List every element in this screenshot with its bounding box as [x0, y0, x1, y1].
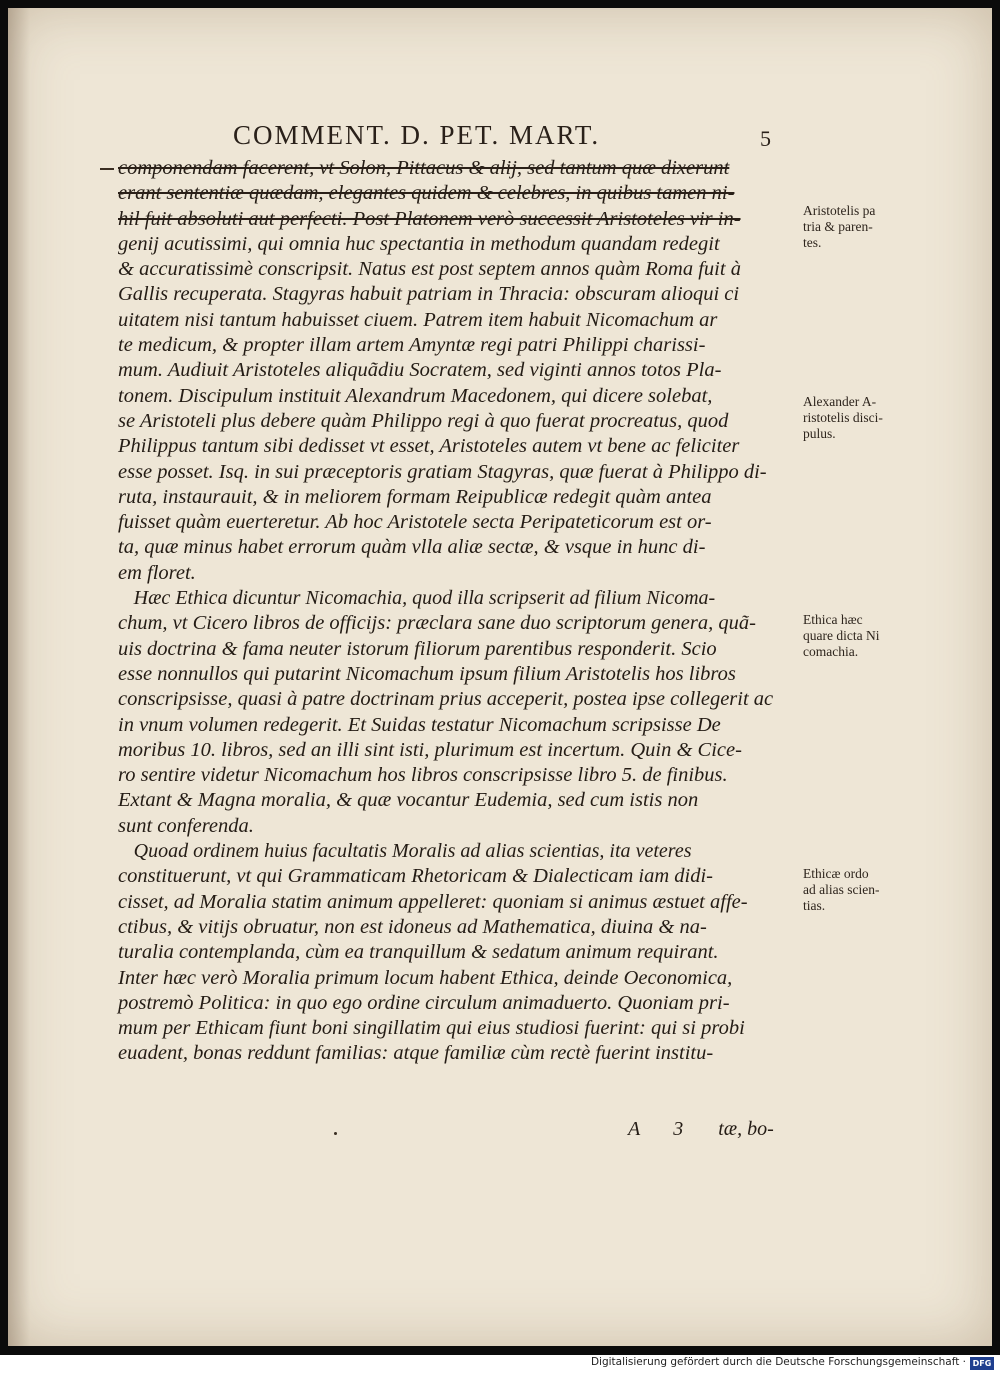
signature-line — [628, 1118, 774, 1141]
text-line: ta, quæ minus habet errorum quàm vlla aliæ sectæ, & vsque in hunc di- — [118, 536, 706, 559]
margin-note-ethica-nicomachia: Ethica hæc quare dicta Ni comachia. — [803, 612, 880, 659]
text-line: Extant & Magna moralia, & quæ vocantur Eudemia, sed cum istis non — [118, 789, 699, 812]
funding-credit: Digitalisierung gefördert durch die Deutsche Forschungsgemeinschaft · — [590, 1356, 966, 1368]
margin-note-ethicae-ordo: Ethicæ ordo ad alias scien- tias. — [803, 866, 880, 913]
text-line: Quoad ordinem huius facultatis Moralis ad alias scientias, ita veteres — [133, 840, 692, 863]
text-line: cisset, ad Moralia statim animum appelleret: quoniam si animus æstuet affe- — [118, 890, 748, 913]
dfg-logo: DFG — [970, 1357, 994, 1370]
text-line: tonem. Discipulum instituit Alexandrum Macedonem, qui dicere solebat, — [118, 384, 713, 407]
text-line: ruta, instaurauit, & in meliorem formam Reipublicæ redegit quàm antea — [118, 485, 712, 508]
text-line: ctibus, & vitijs obruatur, non est idoneus ad Mathematica, diuina & na- — [118, 915, 707, 938]
text-line: mum per Ethicam fiunt boni singillatim qui eius studiosi fuerint: qui si probi — [118, 1017, 745, 1040]
text-line: esse nonnullos qui putarint Nicomachum ipsum filium Aristotelis hos libros — [118, 662, 736, 685]
margin-note-alexander: Alexander A- ristotelis disci- pulus. — [803, 394, 883, 441]
text-line: in vnum volumen redegerit. Et Suidas testatur Nicomachum scripsisse De — [118, 713, 721, 736]
book-page — [8, 8, 992, 1346]
catchword: tæ, bo- — [718, 1118, 774, 1140]
text-line: erant sententiæ quædam, elegantes quidem & celebres, in quibus tamen ni- — [118, 182, 735, 205]
ink-speck — [334, 1132, 337, 1135]
text-line: se Aristoteli plus debere quàm Philippo regi à quo fuerat procreatus, quod — [118, 409, 729, 432]
text-line: sunt conferenda. — [118, 814, 254, 837]
text-line: esse posset. Isq. in sui præceptoris gratiam Stagyras, quæ fuerat à Philippo di- — [118, 460, 767, 483]
text-line: conscripsisse, quasi à patre doctrinam prius acceperit, postea ipse collegerit ac — [118, 688, 774, 711]
running-header: COMMENT. D. PET. MART. — [233, 120, 601, 150]
text-line: uis doctrina & fama neuter istorum filiorum parentibus responderit. Scio — [118, 637, 717, 660]
text-line: euadent, bonas reddunt familias: atque familiæ cùm rectè fuerint institu- — [118, 1042, 714, 1065]
footer-bar — [0, 1355, 1000, 1373]
text-line: chum, vt Cicero libros de officijs: præclara sane duo scriptorum genera, quã- — [118, 612, 756, 635]
signature-number: 3 — [673, 1118, 684, 1140]
text-block — [118, 156, 800, 1067]
text-line: constituerunt, vt qui Grammaticam Rhetoricam & Dialecticam iam didi- — [118, 865, 713, 888]
text-line: genij acutissimi, qui omnia huc spectantia in methodum quandam redegit — [118, 232, 720, 255]
text-line: uitatem nisi tantum habuisset ciuem. Patrem item habuit Nicomachum ar — [118, 308, 718, 331]
text-line: hil fuit absoluti aut perfecti. Post Platonem verò successit Aristoteles vir in- — [118, 207, 741, 230]
text-line: moribus 10. libros, sed an illi sint isti, plurimum est incertum. Quin & Cice- — [118, 738, 742, 761]
text-line: te medicum, & propter illam artem Amyntæ regi patri Philippi charissi- — [118, 334, 706, 357]
text-line: mum. Audiuit Aristoteles aliquãdiu Socratem, sed viginti annos totos Pla- — [118, 359, 722, 382]
text-line: Inter hæc verò Moralia primum locum habent Ethica, deinde Oeconomica, — [118, 966, 733, 989]
page-number: 5 — [760, 126, 771, 151]
text-line: Gallis recuperata. Stagyras habuit patriam in Thracia: obscuram alioqui ci — [118, 283, 740, 306]
signature-mark: A — [628, 1118, 641, 1140]
text-line: Hæc Ethica dicuntur Nicomachia, quod illa scripserit ad filium Nicoma- — [133, 587, 716, 610]
text-line: ro sentire videtur Nicomachum hos libros conscripsisse libro 5. de finibus. — [118, 764, 728, 787]
margin-mark — [100, 168, 114, 170]
text-line: componendam facerent, vt Solon, Pittacus & alij, sed tantum quæ dixerunt — [118, 157, 730, 179]
text-line: Philippus tantum sibi dedisset vt esset, Aristoteles autem vt bene ac feliciter — [118, 435, 740, 458]
text-line: em floret. — [118, 561, 196, 584]
text-line: turalia contemplanda, cùm ea tranquillum & sedatum animum requirant. — [118, 941, 719, 964]
text-line: & accuratissimè conscripsit. Natus est post septem annos quàm Roma fuit à — [118, 258, 741, 281]
text-line: fuisset quàm euerteretur. Ab hoc Aristotele secta Peripateticorum est or- — [118, 511, 712, 534]
margin-note-aristotle-patria: Aristotelis pa tria & paren- tes. — [803, 203, 876, 250]
text-line: postremò Politica: in quo ego ordine circulum animaduerto. Quoniam pri- — [118, 991, 730, 1014]
